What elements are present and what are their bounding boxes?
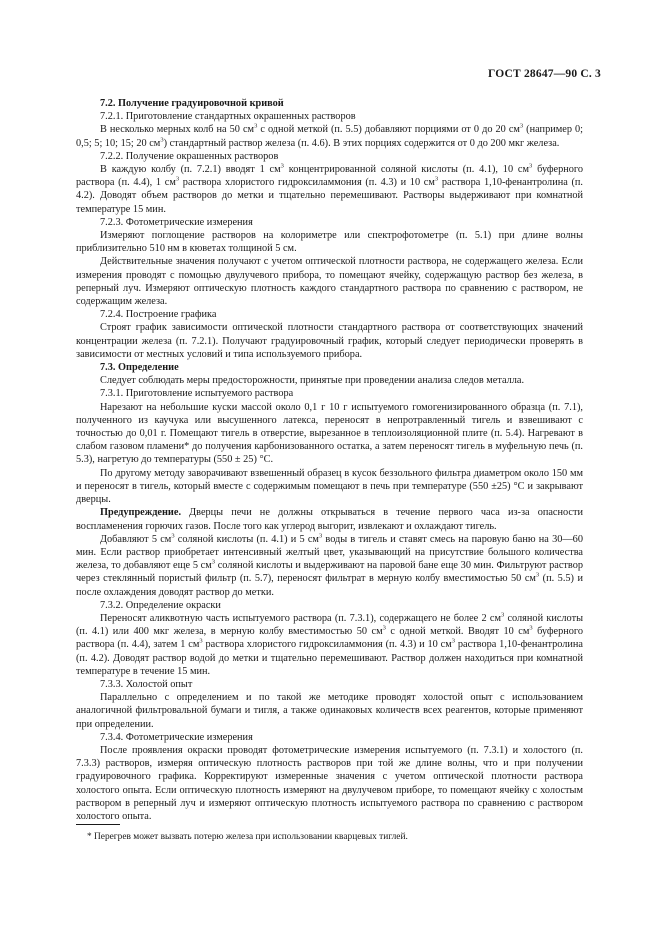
subsection-title: 7.3.3. Холостой опыт	[100, 678, 193, 690]
subsection-title: 7.3.1. Приготовление испытуемого раствора	[100, 388, 294, 400]
warning-label: Предупреждение.	[100, 507, 182, 519]
body-paragraph: После проявления окраски проводят фотометрические измерения испытуемого (п. 7.3.1) и холостого (п. 7.3.3) растворов, измеряя оптическую плотность растворов при той же длине волны, что и при получении градуировочного графика. Корректируют измеренные значения с учетом оптической плотности раствора холостого опыта. Если оптическую плотность измеряют на двулучевом приборе, то помещают ячейку с холостым раствором в реперный луч и измеряют оптическую плотность испытуемого раствора по сравнению с раствором холостого опыта.	[76, 744, 583, 822]
body-paragraph: В каждую колбу (п. 7.2.1) вводят 1 $см^3$ концентрированной соляной кислоты (п. 4.1), 10 $см^3$ буферного раствора (п. 4.4), 1 $см^3$ раствора хлористого гидроксиламмония (п. 4.3) и 10 $см^3$ раствора 1,10-фенантролина (п. 4.2). Доводят объем растворов до метки и тщательно перемешивают. Растворы выдерживают при комнатной температуре 15 мин.	[76, 162, 583, 215]
subsection-title: 7.2.4. Построение графика	[100, 309, 217, 321]
subsection-title: 7.3.2. Определение окраски	[100, 599, 221, 611]
subsection-title: 7.2.1. Приготовление стандартных окрашенных растворов	[100, 111, 356, 123]
body-paragraph: Строят график зависимости оптической плотности стандартного раствора от соответствующих значений концентрации железа (п. 7.2.1). Получают градуировочный график, который следует периодически проверять в зависимости от местных условий и типа используемого прибора.	[76, 322, 583, 360]
body-paragraph: Следует соблюдать меры предосторожности, принятые при проведении анализа следов металла.	[100, 375, 525, 387]
body-paragraph: Действительные значения получают с учетом оптической плотности раствора, не содержащего железа. Если измерения проводят с помощью двулучевого прибора, то помещают ячейку, содержащую раствор без железа, в реперный луч. Измеряют оптическую плотность каждого стандартного раствора по сравнению с раствором, не содержащим железа.	[76, 256, 583, 308]
body-paragraph: В несколько мерных колб на 50 $см^3$ с одной меткой (п. 5.5) добавляют порциями от 0 до 20 $см^3$ (например 0; 0,5; 5; 10; 15; 20 $см^3$) стандартный раствор железа (п. 4.6). В этих порциях содержится от 0 до 200 мкг железа.	[76, 122, 584, 149]
footnote-rule	[76, 824, 120, 825]
body-paragraph: Параллельно с определением и по такой же методике проводят холостой опыт с использованием аналогичной фильтровальной бумаги и тигля, а также одинаковых количеств всех реагентов, которые применяют при определении.	[76, 692, 583, 730]
body-paragraph: Переносят аликвотную часть испытуемого раствора (п. 7.3.1), содержащего не более 2 $см^3$ соляной кислоты (п. 4.1) или 400 мкг железа, в мерную колбу вместимостью 50 $см^3$ с одной меткой. Вводят 10 $см^3$ буферного раствора (п. 4.4), затем 1 $см^3$ раствора хлористого гидроксиламмония (п. 4.3) и 10 $см^3$ раствора 1,10-фенантролина (п. 4.2). Доводят раствор водой до метки и тщательно перемешивают. Раствор должен находиться при комнатной температуре в течение 15 мин.	[76, 611, 583, 677]
body-paragraph: Добавляют 5 $см^3$ соляной кислоты (п. 4.1) и 5 $см^3$ воды в тигель и ставят смесь на паровую баню на 30—60 мин. Если раствор приобретает интенсивный желтый цвет, указывающий на присутствие большого количества железа, то добавляют еще 5 $см^3$ соляной кислоты и выдерживают на паровой бане еще 30 мин. Фильтруют раствор через стеклянный пористый фильтр (п. 5.7), переносят фильтрат в мерную колбу вместимостью 50 $см^3$ (п. 5.5) и после охлаждения доводят раствор до метки.	[76, 532, 583, 598]
section-heading: 7.2. Получение градуировочной кривой	[100, 98, 284, 109]
body-paragraph: По другому методу заворачивают взвешенный образец в кусок беззольного фильтра диаметром около 150 мм и переносят в тигель, который вместе с содержимым помещают в печь при температуре (550 ±25) °С и закрывают дверцы.	[76, 467, 583, 506]
document-body	[76, 97, 583, 823]
page-header: ГОСТ 28647—90 С. 3	[488, 68, 601, 80]
subsection-title: 7.2.2. Получение окрашенных растворов	[100, 150, 279, 162]
warning-paragraph: Предупреждение. Дверцы печи не должны открываться в течение первого часа из-за опасности воспламенения горючих газов. После того как углерод выгорит, извлекают и охлаждают тигель.	[76, 507, 583, 532]
body-paragraph: Нарезают на небольшие куски массой около 0,1 г 10 г испытуемого гомогенизированного образца (п. 7.1), полученного из каучука или высушенного латекса, переносят в непротравленный тигель и взвешивают с точностью до 0,01 г. Помещают тигель в отверстие, вырезанное в теплоизоляционной плите (п. 5.4). Нагревают в слабом газовом пламени* до получения карбонизованного остатка, а затем переносят тигель в муфельную печь (п. 5.3), нагретую до температуры (550 ± 25) °С.	[76, 401, 583, 466]
section-heading: 7.3. Определение	[100, 362, 179, 374]
subsection-title: 7.2.3. Фотометрические измерения	[100, 216, 253, 228]
body-paragraph: Измеряют поглощение растворов на колориметре или спектрофотометре (п. 5.1) при длине волны приблизительно 510 нм в кюветах толщиной 5 см.	[76, 230, 583, 255]
subsection-title: 7.3.4. Фотометрические измерения	[100, 731, 253, 743]
footnote: * Перегрев может вызвать потерю железа при использовании кварцевых тиглей.	[87, 832, 408, 842]
